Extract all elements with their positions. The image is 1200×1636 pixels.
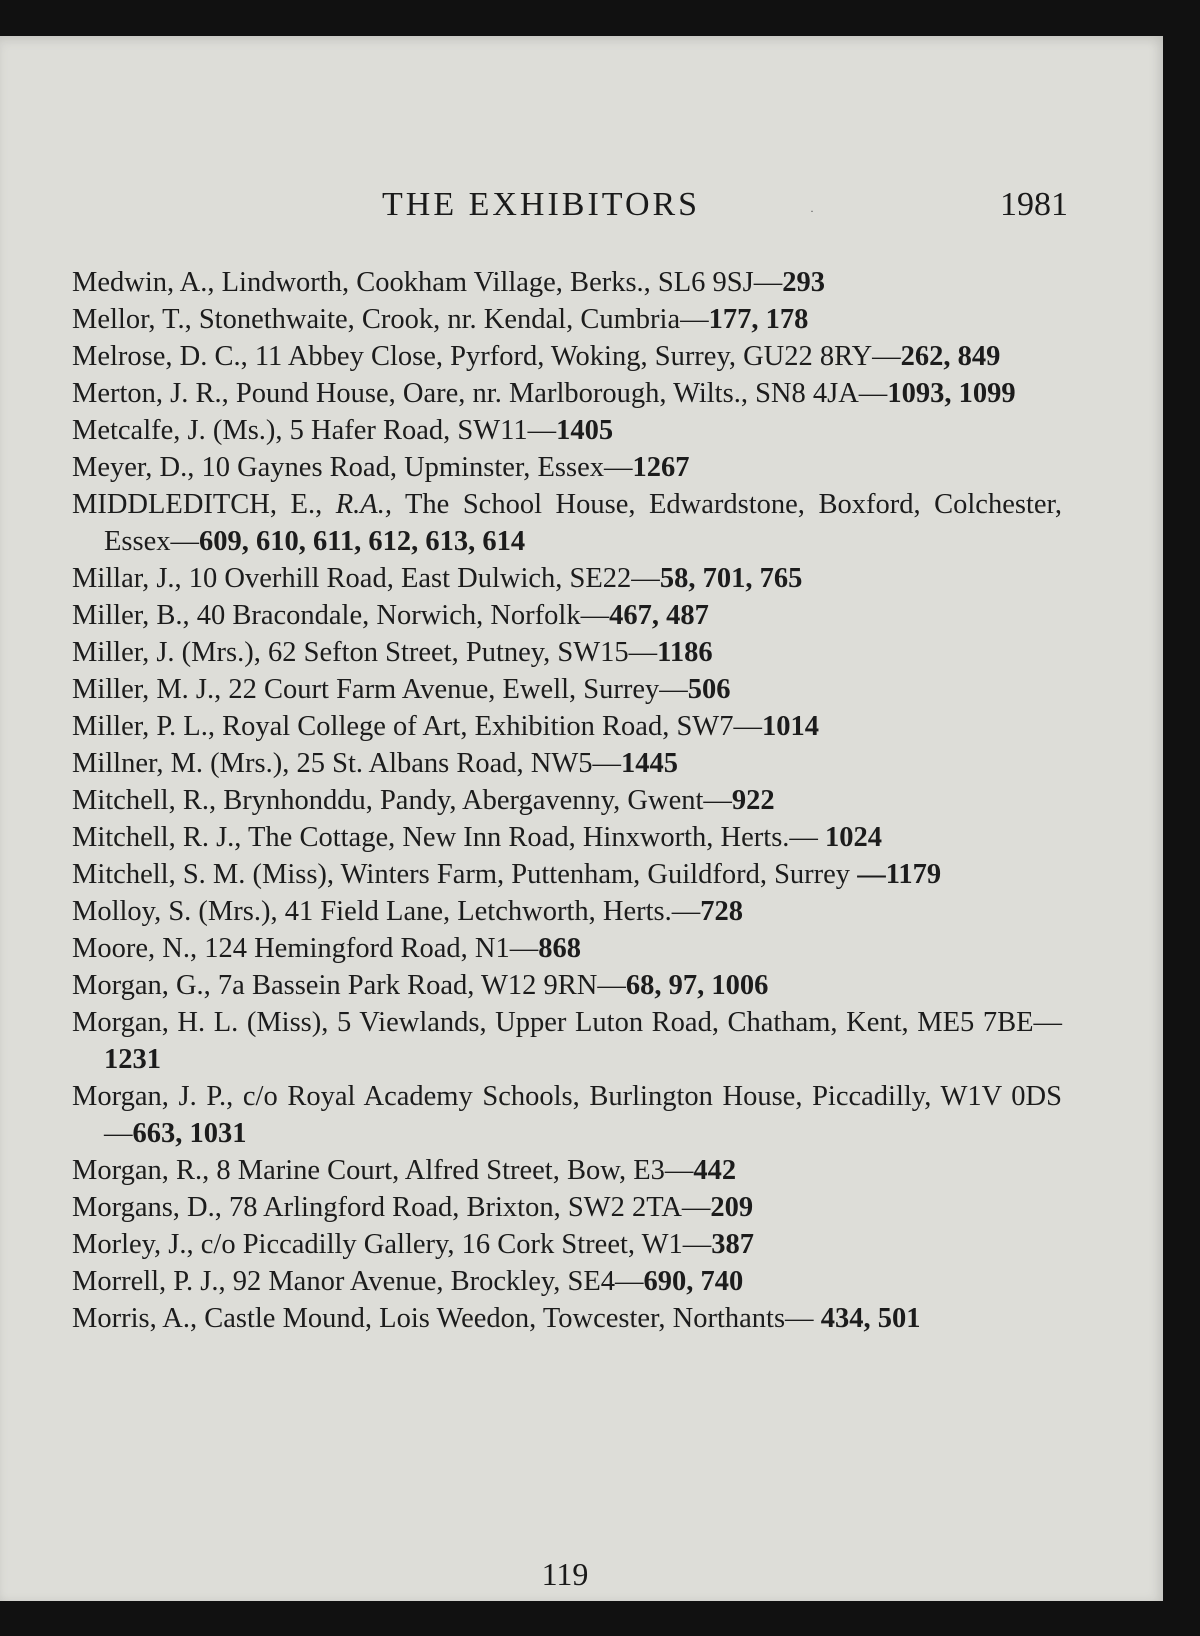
entry-morgans: Morgans, D., 78 Arlingford Road, Brixton, SW2 2TA—209 <box>72 1192 754 1223</box>
page-number: 119 <box>541 1556 589 1592</box>
header-year: 1981 <box>1000 186 1068 223</box>
running-header <box>0 186 1163 230</box>
entry-morgan-jp: Morgan, J. P., c/o Royal Academy Schools, Burlington House, Piccadilly, W1V 0DS—663, 1031 <box>72 1081 1062 1149</box>
entry-mitchell-sm: Mitchell, S. M. (Miss), Winters Farm, Puttenham, Guildford, Surrey —1179 <box>72 859 942 890</box>
entry-mellor: Mellor, T., Stonethwaite, Crook, nr. Kendal, Cumbria—177, 178 <box>72 304 809 335</box>
entry-miller-b: Miller, B., 40 Bracondale, Norwich, Norfolk—467, 487 <box>72 600 709 631</box>
entry-mitchell-rj: Mitchell, R. J., The Cottage, New Inn Road, Hinxworth, Herts.— 1024 <box>72 822 883 853</box>
entry-medwin: Medwin, A., Lindworth, Cookham Village, Berks., SL6 9SJ—293 <box>72 267 825 298</box>
entry-morgan-hl: Morgan, H. L. (Miss), 5 Viewlands, Upper Luton Road, Chatham, Kent, ME5 7BE—1231 <box>72 1007 1062 1075</box>
entry-morrell: Morrell, P. J., 92 Manor Avenue, Brockley, SE4—690, 740 <box>72 1266 744 1297</box>
entry-miller-j: Miller, J. (Mrs.), 62 Sefton Street, Putney, SW15—1186 <box>72 637 713 668</box>
entry-millar: Millar, J., 10 Overhill Road, East Dulwich, SE22—58, 701, 765 <box>72 563 803 594</box>
entry-miller-mj: Miller, M. J., 22 Court Farm Avenue, Ewell, Surrey—506 <box>72 674 731 705</box>
entry-mitchell-r: Mitchell, R., Brynhonddu, Pandy, Abergavenny, Gwent—922 <box>72 785 775 816</box>
header-title: THE EXHIBITORS <box>382 186 701 223</box>
entry-middleditch: MIDDLEDITCH, E., R.A., The School House, Edwardstone, Boxford, Colchester, Essex—609, 610, 611, 612, 613, 614 <box>72 489 1062 557</box>
entry-meyer: Meyer, D., 10 Gaynes Road, Upminster, Essex—1267 <box>72 452 690 483</box>
entry-morgan-g: Morgan, G., 7a Bassein Park Road, W12 9RN—68, 97, 1006 <box>72 970 769 1001</box>
header-dot: · <box>810 204 814 218</box>
entry-morgan-r: Morgan, R., 8 Marine Court, Alfred Street, Bow, E3—442 <box>72 1155 737 1186</box>
entry-miller-pl: Miller, P. L., Royal College of Art, Exhibition Road, SW7—1014 <box>72 711 819 742</box>
entry-morris: Morris, A., Castle Mound, Lois Weedon, Towcester, Northants— 434, 501 <box>72 1303 921 1334</box>
book-page <box>0 36 1163 1601</box>
entry-molloy: Molloy, S. (Mrs.), 41 Field Lane, Letchworth, Herts.—728 <box>72 896 743 927</box>
entry-merton: Merton, J. R., Pound House, Oare, nr. Marlborough, Wilts., SN8 4JA—1093, 1099 <box>72 378 1016 409</box>
entry-melrose: Melrose, D. C., 11 Abbey Close, Pyrford, Woking, Surrey, GU22 8RY—262, 849 <box>72 341 1001 372</box>
entry-metcalfe: Metcalfe, J. (Ms.), 5 Hafer Road, SW11—1405 <box>72 415 614 446</box>
entry-morley: Morley, J., c/o Piccadilly Gallery, 16 Cork Street, W1—387 <box>72 1229 755 1260</box>
entry-millner: Millner, M. (Mrs.), 25 St. Albans Road, NW5—1445 <box>72 748 679 779</box>
entry-moore: Moore, N., 124 Hemingford Road, N1—868 <box>72 933 581 964</box>
exhibitor-list <box>72 264 1062 1337</box>
